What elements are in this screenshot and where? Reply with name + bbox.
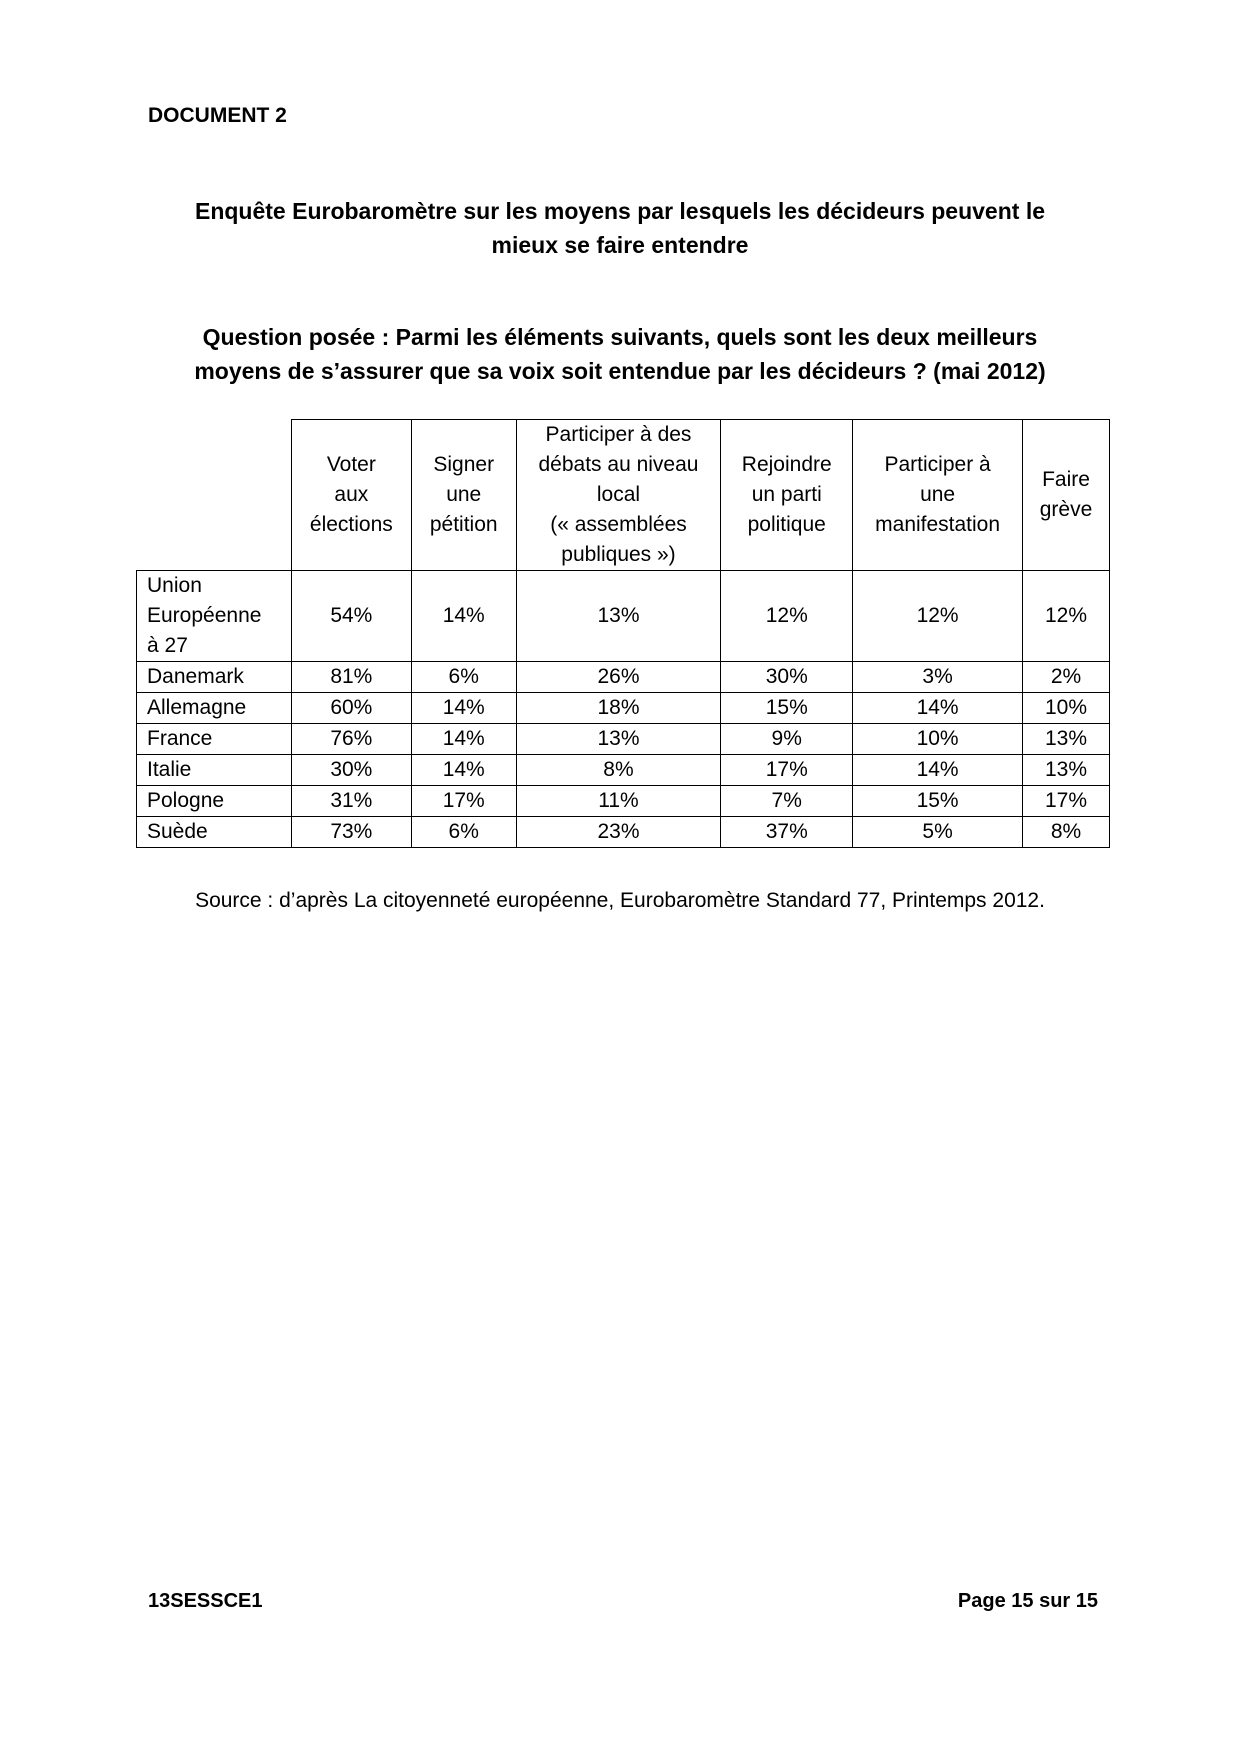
value-cell: 10% [1023,693,1110,724]
table-row [137,693,1110,724]
column-header-line: (« assemblées [550,513,687,536]
column-header [1023,420,1110,571]
value-cell: 14% [411,693,516,724]
value-cell: 9% [721,724,853,755]
value-cell: 14% [853,693,1023,724]
value-cell: 14% [411,571,516,662]
column-header [721,420,853,571]
column-header-line: une [446,483,482,506]
footer-code: 13SESSCE1 [148,1590,263,1612]
value-cell: 30% [721,662,853,693]
table-row [137,755,1110,786]
value-cell: 23% [516,817,721,848]
value-cell: 14% [853,755,1023,786]
value-cell: 11% [516,786,721,817]
column-header-line: grève [1039,498,1093,521]
column-header-line: Voter [326,453,376,476]
value-cell: 12% [853,571,1023,662]
value-cell: 73% [291,817,411,848]
value-cell: 8% [1023,817,1110,848]
value-cell: 14% [411,755,516,786]
column-header [516,420,721,571]
country-name-line: France [147,727,213,750]
country-name-line: Allemagne [147,696,247,719]
column-header-line: aux [334,483,369,506]
column-header-line: Rejoindre [741,453,832,476]
country-cell [137,571,292,662]
value-cell: 13% [516,571,721,662]
column-header-line: Signer [433,453,495,476]
page-title [130,194,1110,262]
column-header [853,420,1023,571]
value-cell: 7% [721,786,853,817]
column-header-line: publiques ») [561,543,676,566]
value-cell: 17% [1023,786,1110,817]
table-header-row [137,420,1110,571]
table-row [137,817,1110,848]
column-header-line: une [920,483,956,506]
value-cell: 12% [1023,571,1110,662]
value-cell: 13% [516,724,721,755]
country-name-line: Italie [147,758,192,781]
column-header-line: Participer à des [545,423,692,446]
value-cell: 15% [721,693,853,724]
question-line: moyens de s’assurer que sa voix soit entendue par les décideurs ? (mai 2012) [194,358,1046,384]
country-cell [137,817,292,848]
country-name-line: Suède [147,820,208,843]
country-name-line: Européenne [147,604,262,627]
value-cell: 3% [853,662,1023,693]
country-cell [137,755,292,786]
document-label: DOCUMENT 2 [148,104,287,127]
column-header [411,420,516,571]
country-name-line: Danemark [147,665,244,688]
country-name-line: à 27 [147,634,188,657]
value-cell: 60% [291,693,411,724]
value-cell: 76% [291,724,411,755]
column-header [291,420,411,571]
value-cell: 2% [1023,662,1110,693]
country-cell [137,786,292,817]
value-cell: 8% [516,755,721,786]
value-cell: 81% [291,662,411,693]
country-cell [137,662,292,693]
value-cell: 15% [853,786,1023,817]
column-header-line: Faire [1042,468,1090,491]
table-row [137,662,1110,693]
country-cell [137,693,292,724]
value-cell: 37% [721,817,853,848]
source-note: Source : d’après La citoyenneté européenne, Eurobaromètre Standard 77, Printemps 2012. [195,889,1045,912]
value-cell: 6% [411,817,516,848]
survey-question [130,320,1110,388]
value-cell: 54% [291,571,411,662]
column-header-line: un parti [751,483,822,506]
title-line: mieux se faire entendre [491,232,749,258]
column-header-line: local [596,483,641,506]
question-line: Question posée : Parmi les éléments suivants, quels sont les deux meilleurs [202,324,1038,350]
value-cell: 26% [516,662,721,693]
country-name-line: Pologne [147,789,225,812]
table-row [137,724,1110,755]
value-cell: 17% [411,786,516,817]
value-cell: 10% [853,724,1023,755]
value-cell: 12% [721,571,853,662]
country-cell [137,724,292,755]
value-cell: 30% [291,755,411,786]
value-cell: 31% [291,786,411,817]
value-cell: 17% [721,755,853,786]
value-cell: 18% [516,693,721,724]
value-cell: 13% [1023,755,1110,786]
title-line: Enquête Eurobaromètre sur les moyens par lesquels les décideurs peuvent le [194,198,1046,224]
column-header-line: élections [309,513,393,536]
column-header-line: politique [747,513,826,536]
column-header-line: débats au niveau [538,453,699,476]
table-body [137,571,1110,848]
value-cell: 13% [1023,724,1110,755]
value-cell: 14% [411,724,516,755]
survey-table [136,419,1110,848]
value-cell: 5% [853,817,1023,848]
value-cell: 6% [411,662,516,693]
column-header-line: Participer à [884,453,991,476]
column-header-line: pétition [429,513,498,536]
table-corner-cell [137,420,292,571]
country-name-line: Union [147,574,202,597]
table-row [137,786,1110,817]
footer-page-number: Page 15 sur 15 [957,1590,1098,1612]
column-header-line: manifestation [875,513,1001,536]
table-row [137,571,1110,662]
